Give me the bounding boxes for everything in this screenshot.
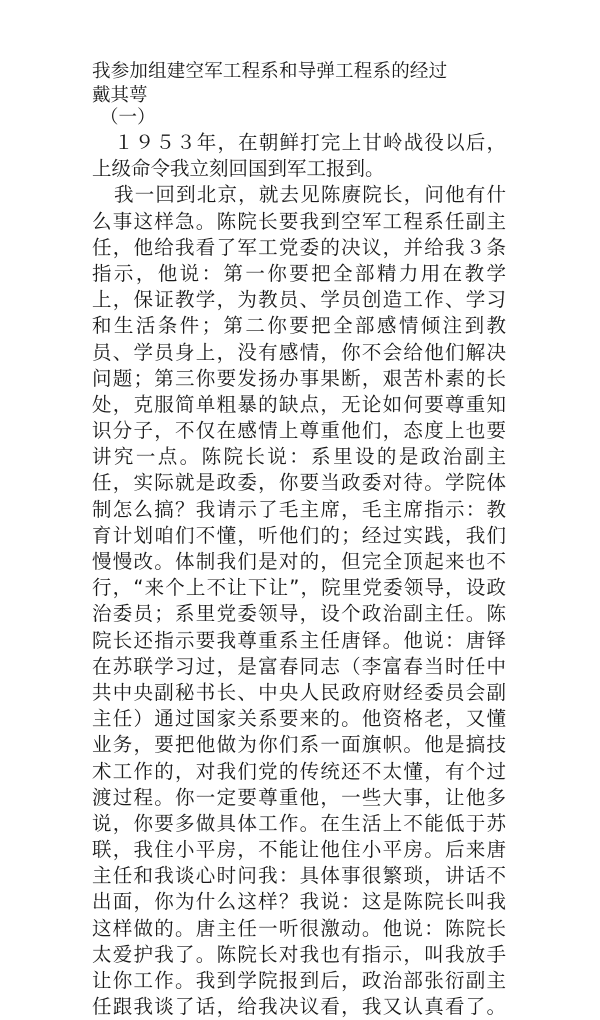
text-line: 联，我住小平房，不能让他住小平房。后来唐 xyxy=(92,838,506,862)
text-line: 育计划咱们不懂，听他们的；经过实践，我们 xyxy=(92,523,506,547)
text-line: 术工作的，对我们党的传统还不太懂，有个过 xyxy=(92,759,506,783)
text-line: 处，克服简单粗暴的缺点，无论如何要尊重知 xyxy=(92,392,506,416)
text-line: 讲究一点。陈院长说：系里设的是政治副主 xyxy=(92,445,506,469)
article-title: 我参加组建空军工程系和导弹工程系的经过 xyxy=(92,61,448,82)
text-line: 让你工作。我到学院报到后，政治部张衍副主 xyxy=(92,969,506,992)
text-line: 制怎么搞？我请示了毛主席，毛主席指示：教 xyxy=(92,497,506,521)
text-line: 慢慢改。体制我们是对的，但完全顶起来也不 xyxy=(92,550,506,573)
text-line: 上，保证教学，为教员、学员创造工作、学习 xyxy=(92,288,506,312)
text-line: 和生活条件；第二你要把全部感情倾注到教 xyxy=(92,314,506,338)
text-line: 上级命令我立刻回国到军工报到。 xyxy=(92,157,385,181)
text-line: 么事这样急。陈院长要我到空军工程系任副主 xyxy=(92,209,506,233)
text-line: 太爱护我了。陈院长对我也有指示，叫我放手 xyxy=(92,942,506,966)
text-line: 治委员；系里党委领导，设个政治副主任。陈 xyxy=(92,602,506,626)
text-line: 主任和我谈心时问我：具体事很繁琐，讲话不 xyxy=(92,864,506,888)
text-line: 出面，你为什么这样？我说：这是陈院长叫我 xyxy=(92,890,506,914)
text-line: 在苏联学习过，是富春同志（李富春当时任中 xyxy=(92,654,506,678)
article-author: 戴其萼 xyxy=(92,85,148,106)
text-line: 这样做的。唐主任一听很激动。他说：陈院长 xyxy=(92,916,506,940)
text-line: 业务，要把他做为你们系一面旗帜。他是搞技 xyxy=(92,733,506,757)
text-line: 问题；第三你要发扬办事果断，艰苦朴素的长 xyxy=(92,366,506,390)
text-line: 员、学员身上，没有感情，你不会给他们解决 xyxy=(92,340,506,364)
text-line: 院长还指示要我尊重系主任唐铎。他说：唐铎 xyxy=(92,628,506,652)
text-line: 共中央副秘书长、中央人民政府财经委员会副 xyxy=(92,680,506,704)
text-line: 识分子，不仅在感情上尊重他们，态度上也要 xyxy=(92,419,506,443)
text-line: 渡过程。你一定要尊重他，一些大事，让他多 xyxy=(92,785,506,809)
text-line: 任跟我谈了话，给我决议看，我又认真看了。 xyxy=(92,995,506,1019)
text-line: 任，他给我看了军工党委的决议，并给我３条 xyxy=(92,235,506,259)
article-body xyxy=(92,130,512,1020)
text-line: 行，“来个上不让下让”，院里党委领导，设政 xyxy=(92,576,506,600)
text-line: 我一回到北京，就去见陈赓院长，问他有什 xyxy=(114,183,506,207)
text-line: 主任）通过国家关系要来的。他资格老，又懂 xyxy=(92,707,506,731)
text-line: 指示，他说：第一你要把全部精力用在教学 xyxy=(92,261,506,285)
text-line: 任，实际就是政委，你要当政委对待。学院体 xyxy=(92,471,506,495)
text-line: 说，你要多做具体工作。在生活上不能低于苏 xyxy=(92,811,506,835)
section-heading: （一） xyxy=(100,107,156,128)
text-line: １９５３年，在朝鲜打完上甘岭战役以后， xyxy=(114,131,506,154)
